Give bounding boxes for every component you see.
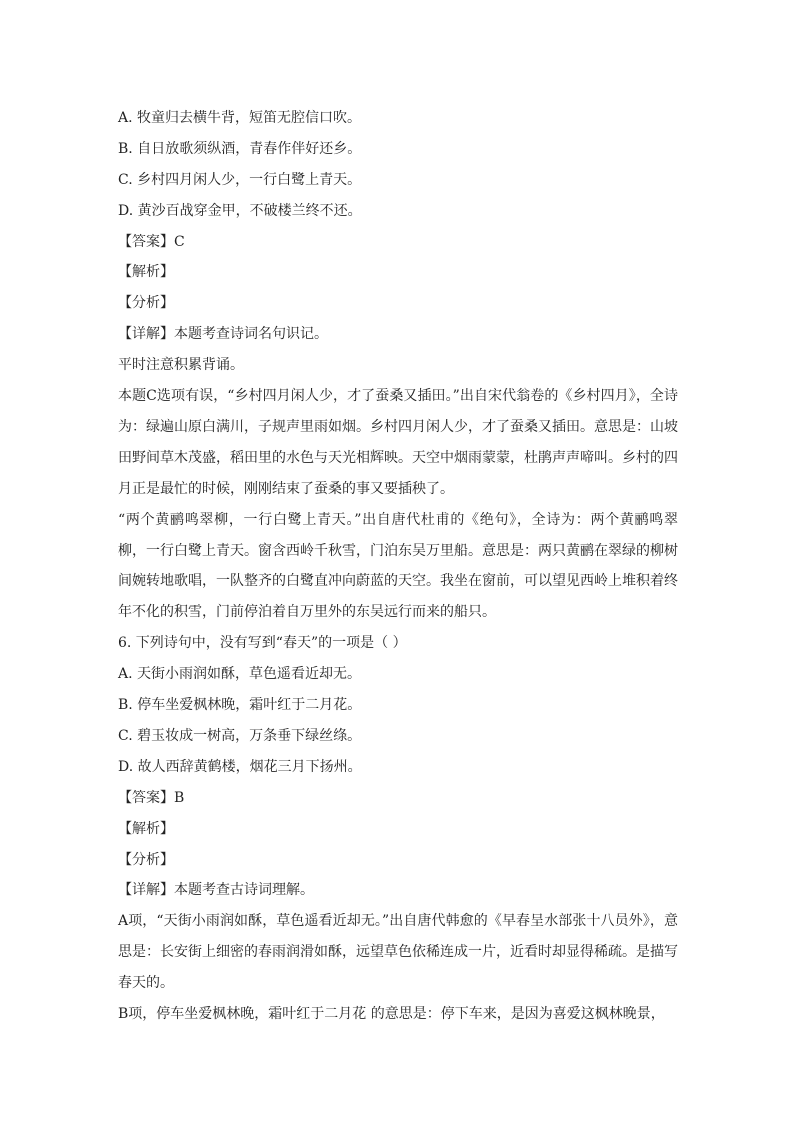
- q6-option-a: A. 天街小雨润如酥，草色遥看近却无。: [118, 666, 362, 683]
- q6-explanation-p1: A项，“天街小雨润如酥，草色遥看近却无。”出自唐代韩愈的《早春呈水部张十八员外》，意思是：长安街上细密的春雨润滑如酥，远望草色依稀连成一片，近看时却显得稀疏。是描写春天的。: [118, 913, 678, 992]
- q5-explanation-p2: 本题C选项有误，“乡村四月闲人少，才了蚕桑又插田。”出自宋代翁卷的《乡村四月》，全诗为：绿遍山原白满川，子规声里雨如烟。乡村四月闲人少，才了蚕桑又插田。意思是：山坡田野间草木茂盛，稻田里的水色与天光相辉映。天空中烟雨蒙蒙，杜鹃声声啼叫。乡村的四月正是最忙的时候，刚刚结束了蚕桑的事又要插秧了。: [118, 388, 678, 497]
- q5-option-a: A. 牧童归去横牛背，短笛无腔信口吹。: [118, 110, 362, 126]
- q5-option-c: C. 乡村四月闲人少，一行白鹭上青天。: [118, 171, 362, 188]
- q6-option-c: C. 碧玉妆成一树高，万条垂下绿丝绦。: [118, 727, 362, 744]
- q6-option-b: B. 停车坐爱枫林晚，霜叶红于二月花。: [118, 697, 362, 714]
- q5-option-d: D. 黄沙百战穿金甲，不破楼兰终不还。: [118, 202, 362, 219]
- q5-option-b: B. 自日放歌须纵酒，青春作伴好还乡。: [118, 140, 362, 157]
- q5-jiexi-heading: 【解析】: [118, 264, 174, 281]
- q5-xiangjie: 【详解】本题考查诗词名句识记。: [118, 326, 328, 343]
- q6-fenxi-heading: 【分析】: [118, 851, 174, 868]
- q6-question: 6. 下列诗句中，没有写到“春天”的一项是（ ）: [118, 635, 407, 652]
- q6-option-d: D. 故人西辞黄鹤楼，烟花三月下扬州。: [118, 758, 362, 775]
- q6-jiexi-heading: 【解析】: [118, 820, 174, 837]
- q6-explanation-p2: B项，停车坐爱枫林晚，霜叶红于二月花 的意思是：停下车来，是因为喜爱这枫林晚景，: [118, 1006, 665, 1022]
- q5-explanation-p3: “两个黄鹂鸣翠柳，一行白鹭上青天。”出自唐代杜甫的《绝句》，全诗为：两个黄鹂鸣翠柳，一行白鹭上青天。窗含西岭千秋雪，门泊东吴万里船。意思是：两只黄鹂在翠绿的柳树间婉转地歌唱，一队整齐的白鹭直冲向蔚蓝的天空。我坐在窗前，可以望见西岭上堆积着终年不化的积雪，门前停泊着自万里外的东吴远行而来的船只。: [118, 511, 678, 621]
- q5-answer: 【答案】C: [118, 233, 185, 250]
- q6-xiangjie: 【详解】本题考查古诗词理解。: [118, 882, 314, 899]
- q6-answer: 【答案】B: [118, 789, 185, 806]
- q5-explanation-p1: 平时注意积累背诵。: [118, 357, 244, 374]
- q5-fenxi-heading: 【分析】: [118, 295, 174, 312]
- document-page: [118, 103, 678, 1030]
